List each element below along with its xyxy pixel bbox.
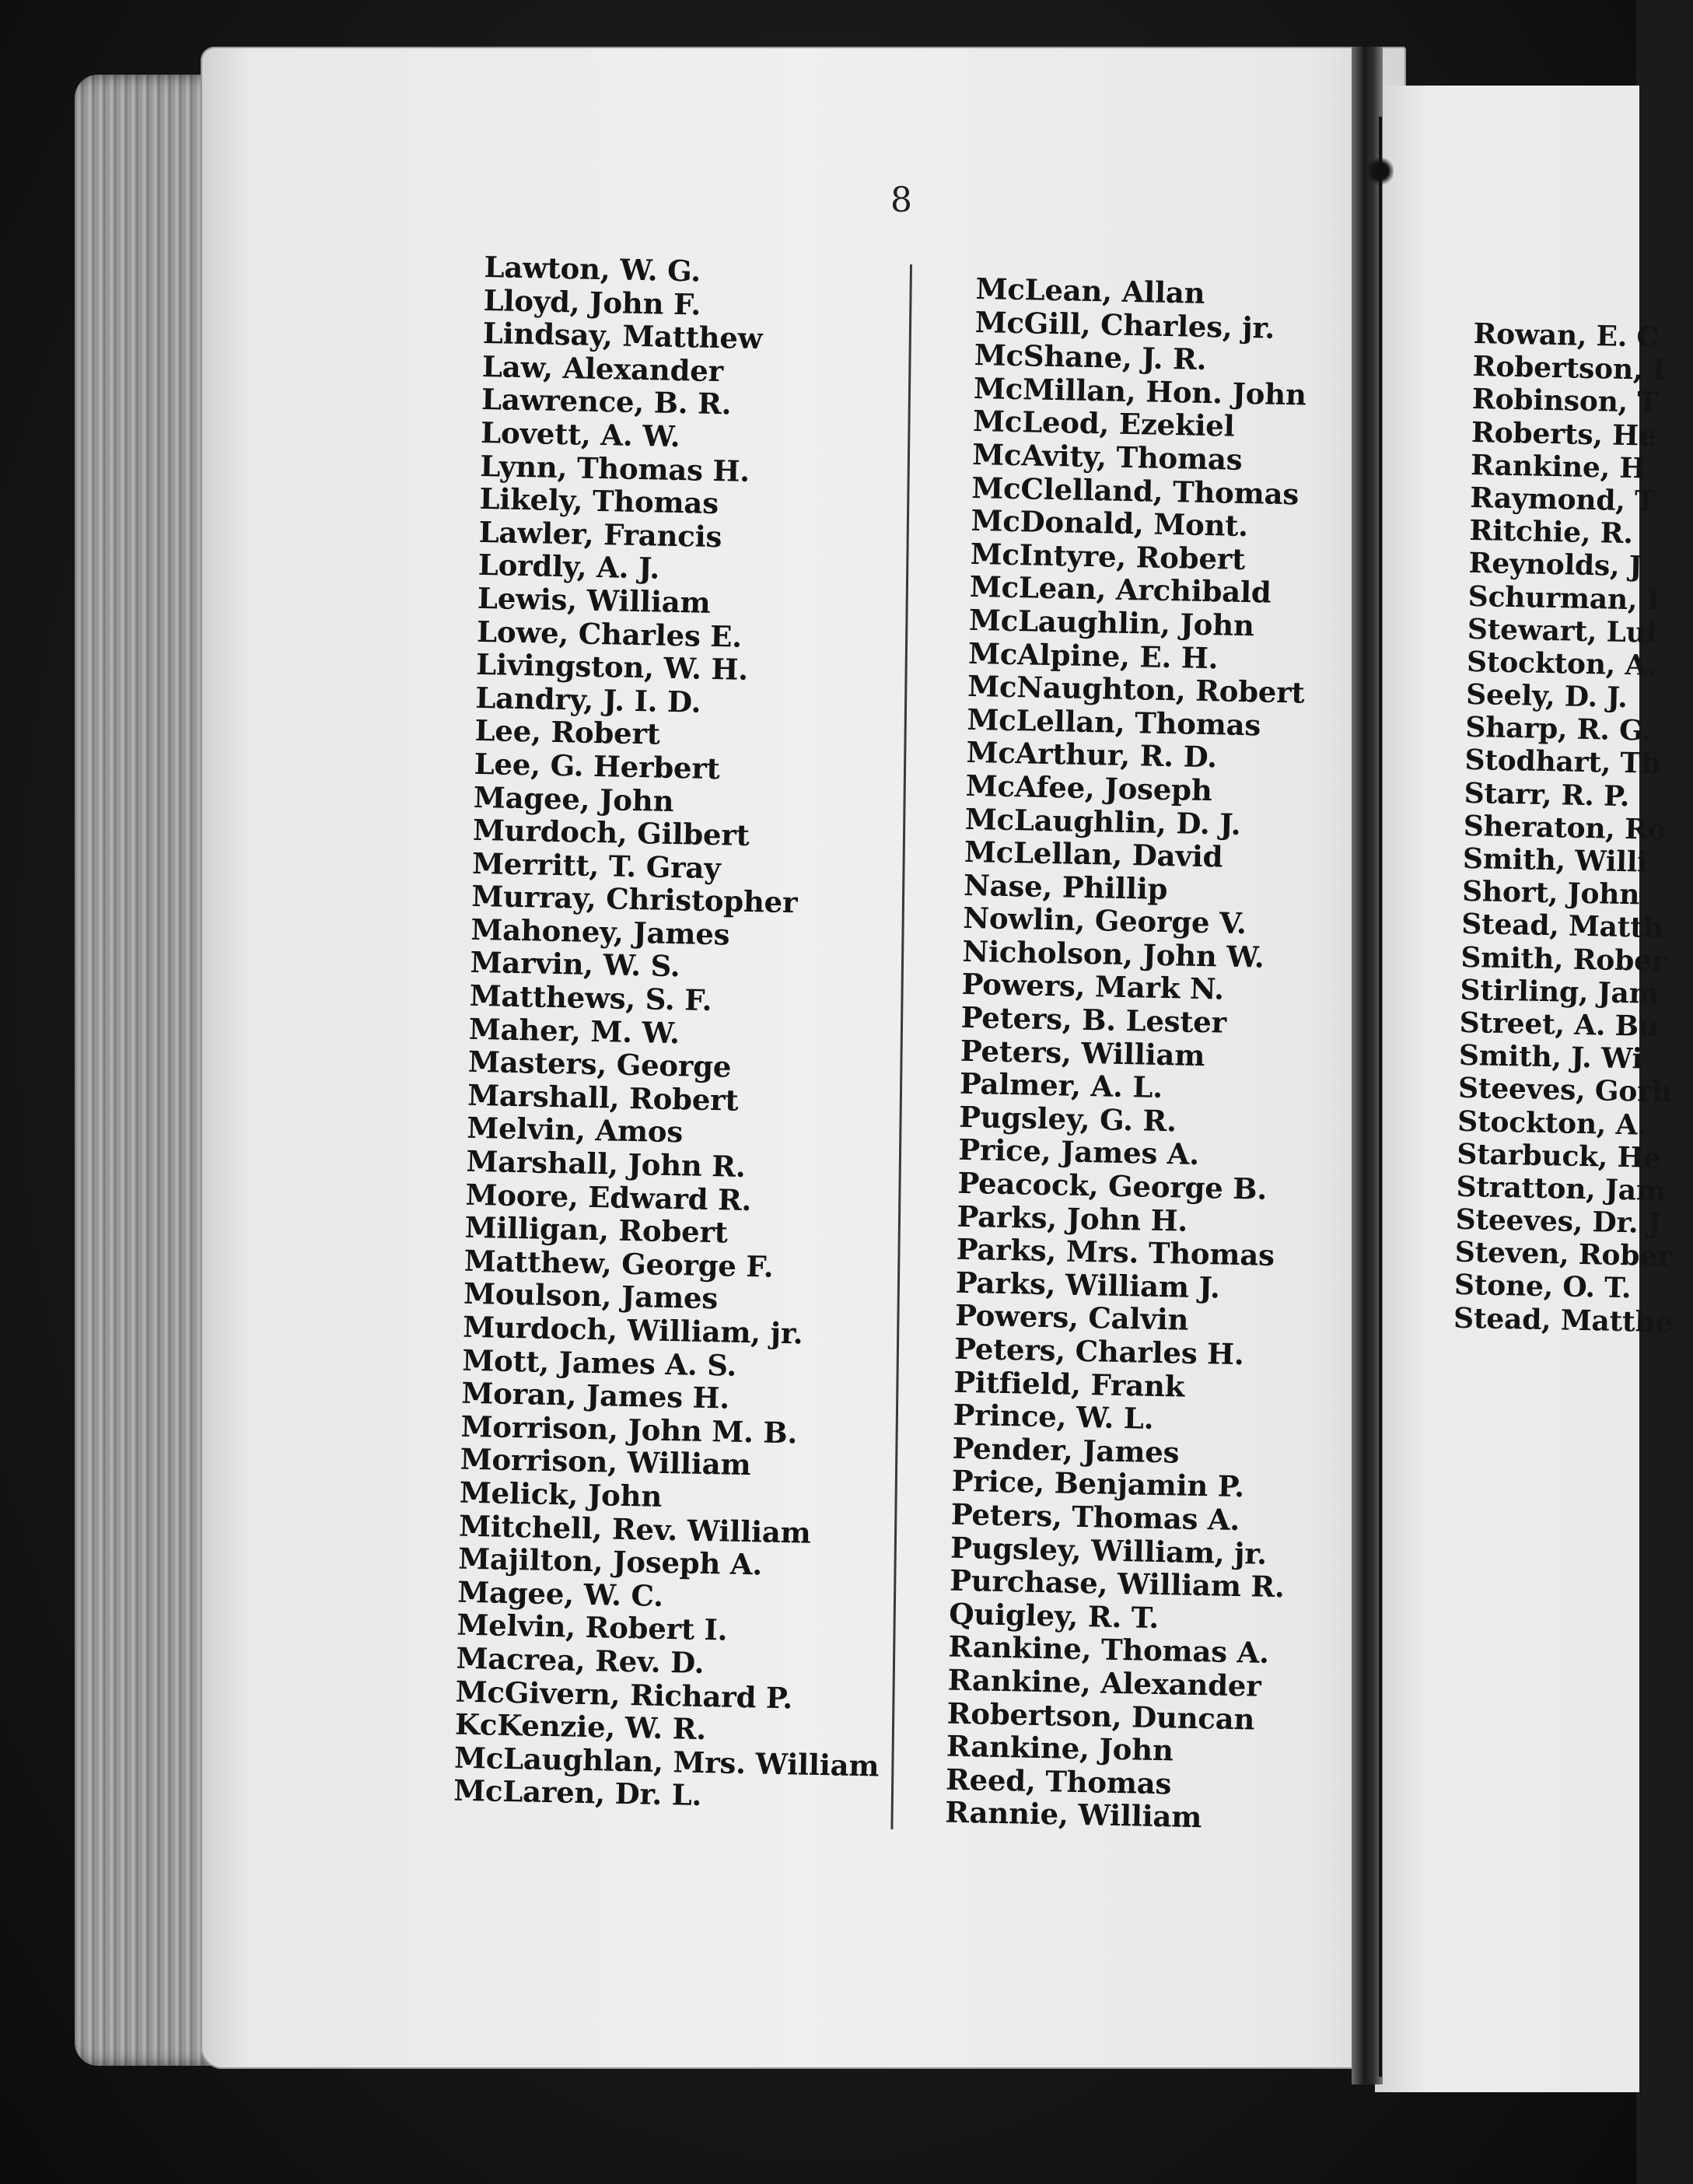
list-item: Rannie, William: [944, 1794, 1202, 1835]
list-item: Milligan, Robert: [464, 1209, 729, 1250]
list-item: Moran, James H.: [461, 1375, 730, 1416]
list-item: Prince, W. L.: [953, 1397, 1154, 1437]
list-item: Stewart, Lul: [1467, 612, 1657, 649]
list-item: Palmer, A. L.: [959, 1066, 1163, 1105]
page-number: 8: [890, 180, 912, 220]
list-item: Parks, Mrs. Thomas: [956, 1231, 1275, 1273]
list-item: Macrea, Rev. D.: [456, 1640, 705, 1680]
list-item: Peters, Charles H.: [953, 1331, 1245, 1372]
list-item: McMillan, Hon. John: [973, 370, 1307, 412]
list-item: Lordly, A. J.: [477, 548, 660, 586]
list-item: Marvin, W. S.: [470, 945, 680, 984]
list-item: Roberts, He: [1471, 415, 1657, 453]
name-list-column-2: [945, 272, 1313, 1836]
list-item: Lewis, William: [477, 580, 711, 620]
list-item: Nicholson, John W.: [962, 933, 1265, 975]
list-item: McGivern, Richard P.: [455, 1674, 793, 1715]
list-item: Lee, G. Herbert: [474, 746, 721, 786]
list-item: Robertson, I: [1472, 350, 1666, 387]
list-item: Lloyd, John F.: [483, 282, 701, 322]
list-item: Reynolds, J: [1468, 547, 1642, 583]
list-item: Magee, John: [473, 779, 674, 818]
list-item: Stone, O. T.: [1453, 1269, 1632, 1305]
list-item: McLaughlin, John: [968, 602, 1255, 643]
list-item: Moore, Edward R.: [465, 1177, 752, 1217]
list-item: Likely, Thomas: [479, 481, 719, 521]
list-item: McLellan, David: [964, 834, 1223, 874]
list-item: Pender, James: [952, 1430, 1180, 1470]
list-item: Steven, Rober: [1454, 1236, 1673, 1273]
list-item: McLaughlan, Mrs. William: [453, 1740, 880, 1783]
list-item: Rankine, John: [946, 1728, 1174, 1768]
list-item: Lindsay, Matthew: [482, 316, 763, 356]
bookmark-ribbon-tip: [1367, 156, 1394, 187]
list-item: McAfee, Joseph: [965, 768, 1212, 808]
list-item: Matthew, George F.: [463, 1243, 774, 1284]
list-item: Mahoney, James: [470, 912, 730, 952]
list-item: Powers, Mark N.: [961, 967, 1225, 1007]
list-item: Seely, D. J.: [1465, 677, 1628, 715]
list-item: Stodhart, Th: [1464, 744, 1662, 781]
list-item: Smith, Willi: [1462, 842, 1649, 879]
list-item: Sheraton, Ro: [1463, 809, 1667, 846]
list-item: McLean, Allan: [975, 271, 1205, 310]
list-item: Stirling, Jam: [1460, 973, 1659, 1010]
list-item: McGill, Charles, jr.: [974, 304, 1275, 345]
list-item: Parks, William J.: [955, 1265, 1221, 1305]
list-item: Marshall, Robert: [467, 1077, 739, 1118]
list-item: McAvity, Thomas: [971, 436, 1243, 477]
list-item: Majilton, Joseph A.: [457, 1541, 763, 1582]
list-item: Murray, Christopher: [470, 879, 798, 920]
list-item: McClelland, Thomas: [971, 470, 1299, 511]
list-item: Nowlin, George V.: [962, 901, 1247, 941]
list-item: Masters, George: [467, 1045, 732, 1084]
name-list-column-3: [1453, 317, 1693, 1339]
list-item: Rankine, H: [1470, 448, 1646, 485]
list-item: McLean, Archibald: [969, 569, 1271, 611]
list-item: Lawton, W. G.: [484, 250, 701, 289]
list-item: Lovett, A. W.: [480, 415, 680, 454]
list-item: KcKenzie, W. R.: [454, 1706, 707, 1747]
list-item: Steeves, Dr. J: [1455, 1202, 1661, 1241]
list-item: Lawler, Francis: [478, 514, 722, 554]
list-item: Schurman, I: [1467, 579, 1660, 617]
list-item: Raymond, T: [1469, 481, 1656, 518]
list-item: Mitchell, Rev. William: [458, 1508, 812, 1550]
list-item: Lynn, Thomas H.: [480, 448, 750, 488]
list-item: Sharp, R. G.: [1464, 711, 1653, 747]
list-item: Starbuck, He: [1456, 1137, 1662, 1174]
list-item: Matthews, S. F.: [469, 978, 712, 1018]
list-item: McShane, J. R.: [974, 338, 1207, 377]
list-item: McArthur, R. D.: [966, 735, 1218, 775]
list-item: McNaughton, Robert: [967, 669, 1305, 710]
list-item: Morrison, John M. B.: [460, 1409, 798, 1451]
book-gutter: [1352, 47, 1383, 2084]
list-item: Magee, W. C.: [456, 1574, 664, 1613]
list-item: Mott, James A. S.: [461, 1342, 737, 1383]
list-item: Merritt, T. Gray: [471, 845, 721, 885]
list-item: Peters, Thomas A.: [950, 1496, 1240, 1538]
list-item: Stead, Matth: [1460, 908, 1664, 945]
bookmark-ribbon: [1379, 117, 1382, 2077]
list-item: Lee, Robert: [474, 713, 661, 751]
list-item: Starr, R. P.: [1464, 776, 1630, 813]
list-item: Lawrence, B. R.: [481, 382, 732, 422]
list-item: Peters, William: [960, 1033, 1205, 1073]
list-item: Peacock, George B.: [957, 1165, 1268, 1206]
list-item: Landry, J. I. D.: [475, 680, 701, 719]
list-item: McLaren, Dr. L.: [453, 1773, 702, 1813]
list-item: Maher, M. W.: [468, 1011, 680, 1050]
list-item: Parks, John H.: [957, 1199, 1188, 1238]
list-item: Melick, John: [459, 1475, 663, 1514]
list-item: McLellan, Thomas: [967, 702, 1261, 743]
list-item: Rankine, Thomas A.: [948, 1629, 1270, 1671]
list-item: Reed, Thomas: [945, 1762, 1172, 1801]
list-item: Rowan, E. C: [1473, 317, 1660, 354]
list-item: Price, James A.: [957, 1132, 1200, 1172]
list-item: Quigley, R. T.: [948, 1596, 1160, 1635]
list-item: Steeves, Gorh: [1457, 1072, 1673, 1109]
list-item: Stratton, Jam: [1456, 1170, 1667, 1208]
list-item: McDonald, Mont.: [971, 503, 1249, 544]
list-item: Price, Benjamin P.: [951, 1464, 1245, 1504]
list-item: Robertson, Duncan: [946, 1696, 1255, 1737]
list-item: Smith, J. Wi: [1458, 1038, 1643, 1076]
list-item: Livingston, W. H.: [475, 647, 749, 688]
list-item: Murdoch, William, jr.: [462, 1309, 803, 1351]
name-list-column-1: [453, 250, 909, 1815]
list-item: Stockton, A.: [1466, 645, 1656, 682]
list-item: Stead, Matthe: [1453, 1301, 1674, 1339]
list-item: McLeod, Ezekiel: [972, 404, 1235, 444]
list-item: Law, Alexander: [481, 348, 724, 388]
list-item: Pitfield, Frank: [953, 1364, 1185, 1404]
list-item: Robinson, T: [1471, 383, 1659, 420]
list-item: Rankine, Alexander: [947, 1662, 1261, 1703]
list-item: Pugsley, G. R.: [958, 1099, 1177, 1139]
list-item: Short, John: [1461, 875, 1640, 912]
list-item: Moulson, James: [463, 1276, 719, 1316]
list-item: McAlpine, E. H.: [967, 635, 1219, 675]
list-item: Lowe, Charles E.: [476, 614, 743, 654]
list-item: Street, A. Bu: [1459, 1006, 1660, 1043]
list-item: Purchase, William R.: [949, 1563, 1285, 1605]
list-item: Melvin, Robert I.: [456, 1607, 728, 1647]
list-item: McIntyre, Robert: [970, 536, 1246, 576]
list-item: Murdoch, Gilbert: [472, 812, 750, 853]
list-item: Peters, B. Lester: [960, 999, 1227, 1040]
list-item: Morrison, William: [460, 1442, 751, 1482]
list-item: Ritchie, R.: [1469, 514, 1634, 551]
list-item: Pugsley, William, jr.: [950, 1530, 1268, 1571]
list-item: Stockton, A.: [1457, 1104, 1648, 1142]
list-item: Powers, Calvin: [954, 1298, 1189, 1338]
list-item: McLaughlin, D. J.: [964, 801, 1241, 842]
list-item: Melvin, Amos: [466, 1111, 684, 1150]
list-item: Marshall, John R.: [466, 1143, 746, 1184]
list-item: Nase, Phillip: [963, 867, 1168, 906]
list-item: Smith, Rober: [1460, 940, 1667, 978]
